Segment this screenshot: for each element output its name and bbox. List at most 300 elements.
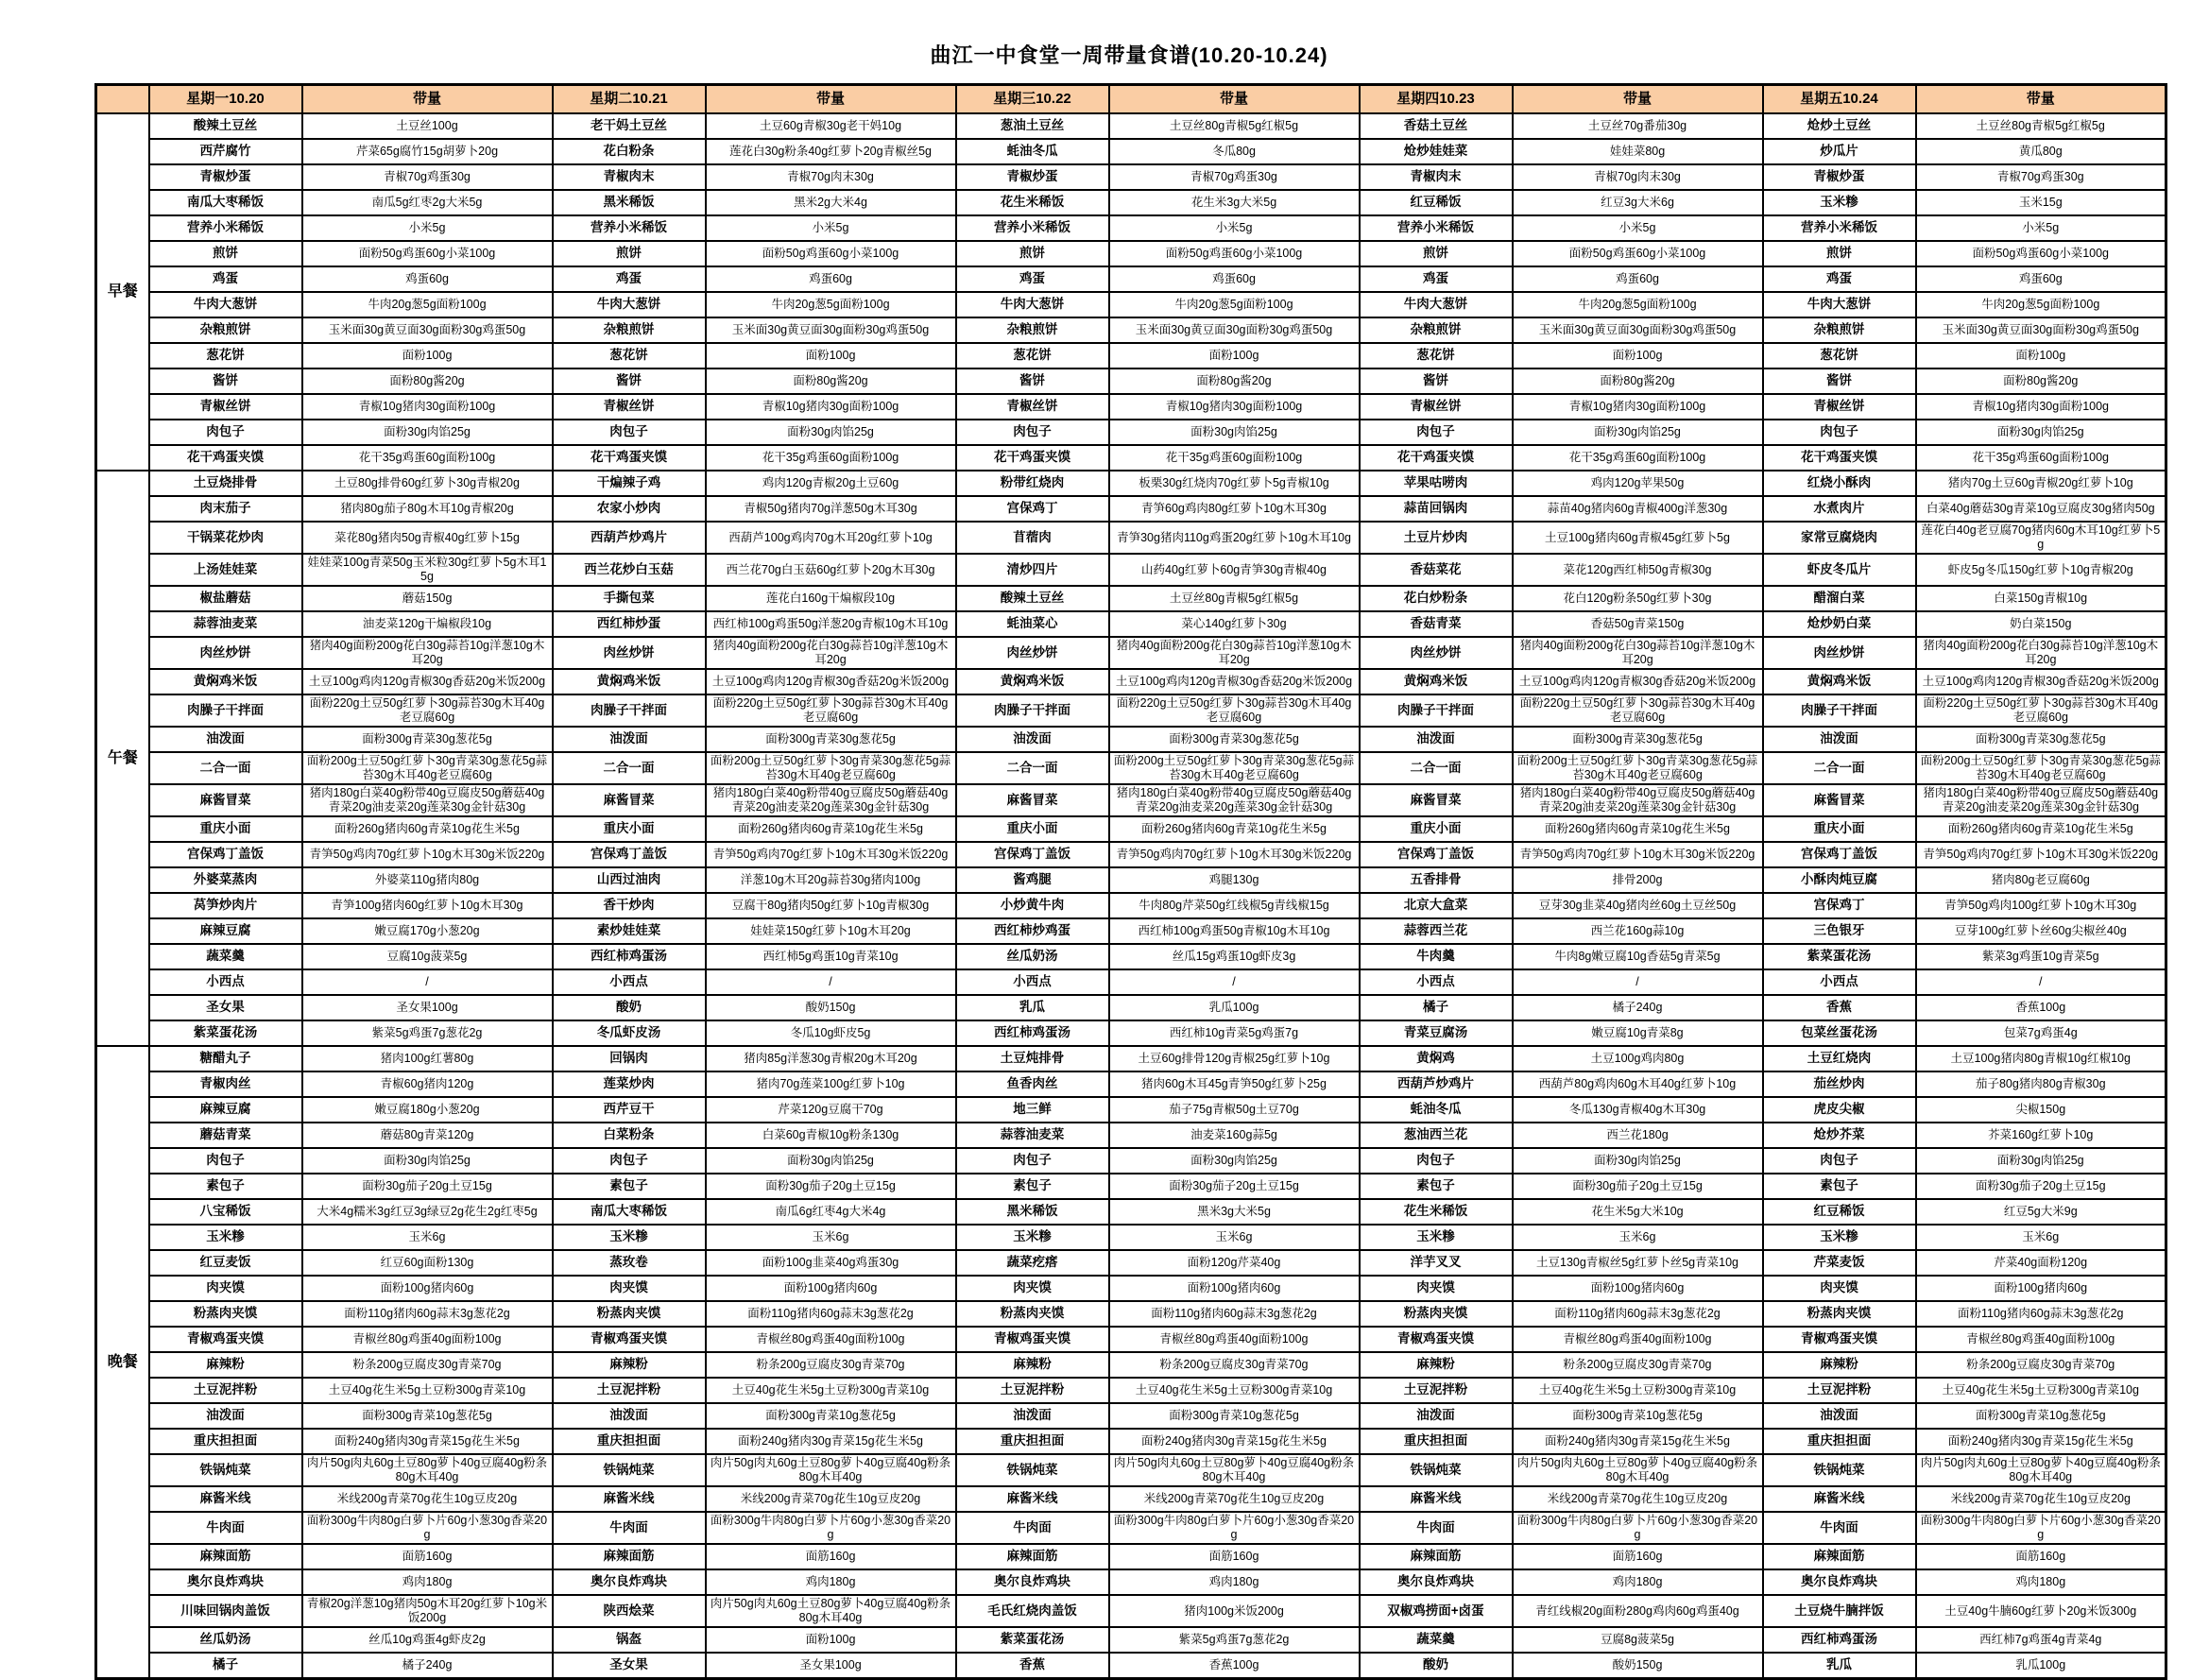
dish-cell: 素包子 [1360, 1174, 1513, 1199]
quantity-cell: 橘子240g [302, 1653, 553, 1679]
dish-cell: 丝瓜奶汤 [956, 944, 1109, 969]
quantity-cell: 花干35g鸡蛋60g面粉100g [1916, 445, 2166, 471]
quantity-cell: 面粉260g猪肉60g青菜10g花生米5g [1109, 816, 1360, 842]
quantity-cell: 青椒50g猪肉70g洋葱50g木耳30g [706, 496, 956, 522]
menu-row [96, 317, 2166, 343]
dish-cell: 青椒炒蛋 [956, 164, 1109, 190]
quantity-cell: 南瓜5g红枣2g大米5g [302, 190, 553, 215]
quantity-cell: 花生米3g大米5g [1109, 190, 1360, 215]
quantity-cell: 青椒70g肉末30g [706, 164, 956, 190]
menu-row [96, 369, 2166, 394]
quantity-cell: 面粉80g酱20g [1513, 369, 1763, 394]
dish-cell: 花干鸡蛋夹馍 [149, 445, 302, 471]
quantity-cell: 丝瓜10g鸡蛋4g虾皮2g [302, 1627, 553, 1653]
dish-cell: 小酥肉炖豆腐 [1763, 867, 1916, 893]
dish-cell: 黄焖鸡 [1360, 1046, 1513, 1071]
quantity-cell: 面粉220g土豆50g红萝卜30g蒜苔30g木耳40g老豆腐60g [1109, 694, 1360, 727]
column-header-day: 星期三10.22 [956, 85, 1109, 114]
dish-cell: 紫菜蛋花汤 [1763, 944, 1916, 969]
quantity-cell: 青椒10g猪肉30g面粉100g [1916, 394, 2166, 420]
quantity-cell: 土豆100g鸡肉120g青椒30g香菇20g米饭200g [1916, 669, 2166, 694]
quantity-cell: 面粉100g [706, 1627, 956, 1653]
dish-cell: 八宝稀饭 [149, 1199, 302, 1225]
quantity-cell: 土豆40g花生米5g土豆粉300g青菜10g [1513, 1378, 1763, 1403]
dish-cell: 蒸玫卷 [553, 1250, 706, 1276]
menu-row [96, 727, 2166, 752]
dish-cell: 青椒鸡蛋夹馍 [553, 1327, 706, 1352]
dish-cell: 素包子 [1763, 1174, 1916, 1199]
dish-cell: 青椒鸡蛋夹馍 [1360, 1327, 1513, 1352]
quantity-cell: 香菇50g青菜150g [1513, 611, 1763, 637]
dish-cell: 麻酱米线 [149, 1486, 302, 1512]
dish-cell: 营养小米稀饭 [149, 215, 302, 241]
dish-cell: 西红柿鸡蛋汤 [956, 1020, 1109, 1046]
quantity-cell: 土豆40g牛腩60g红萝卜20g米饭300g [1916, 1595, 2166, 1627]
quantity-cell: 外婆菜110g猪肉80g [302, 867, 553, 893]
dish-cell: 南瓜大枣稀饭 [149, 190, 302, 215]
quantity-cell: / [1109, 969, 1360, 995]
dish-cell: 酸辣土豆丝 [149, 113, 302, 139]
quantity-cell: 面粉260g猪肉60g青菜10g花生米5g [1513, 816, 1763, 842]
quantity-cell: 蘑菇150g [302, 586, 553, 611]
menu-row [96, 944, 2166, 969]
dish-cell: 油泼面 [956, 727, 1109, 752]
dish-cell: 肉丝炒饼 [553, 637, 706, 669]
quantity-cell: 面粉300g青菜30g葱花5g [1109, 727, 1360, 752]
quantity-cell: 圣女果100g [302, 995, 553, 1020]
quantity-cell: 土豆100g鸡肉120g青椒30g香菇20g米饭200g [1109, 669, 1360, 694]
dish-cell: 青椒炒蛋 [1763, 164, 1916, 190]
dish-cell: 上汤娃娃菜 [149, 554, 302, 586]
quantity-cell: 西红柿100g鸡蛋50g青椒10g木耳10g [1109, 918, 1360, 944]
dish-cell: 麻辣粉 [553, 1352, 706, 1378]
quantity-cell: 面粉220g土豆50g红萝卜30g蒜苔30g木耳40g老豆腐60g [1513, 694, 1763, 727]
menu-row [96, 113, 2166, 139]
dish-cell: 双椒鸡捞面+卤蛋 [1360, 1595, 1513, 1627]
dish-cell: 奥尔良炸鸡块 [1360, 1569, 1513, 1595]
quantity-cell: 菜花120g西红柿50g青椒30g [1513, 554, 1763, 586]
quantity-cell: 青笋50g鸡肉70g红萝卜10g木耳30g米饭220g [1109, 842, 1360, 867]
dish-cell: 素包子 [956, 1174, 1109, 1199]
dish-cell: 鸡蛋 [553, 266, 706, 292]
dish-cell: 牛肉大葱饼 [149, 292, 302, 317]
quantity-cell: 鸡肉180g [1109, 1569, 1360, 1595]
quantity-cell: 面粉30g茄子20g土豆15g [1916, 1174, 2166, 1199]
dish-cell: 麻辣粉 [956, 1352, 1109, 1378]
dish-cell: 乳瓜 [956, 995, 1109, 1020]
quantity-cell: / [1513, 969, 1763, 995]
dish-cell: 玉米糁 [149, 1225, 302, 1250]
quantity-cell: 面筋160g [1513, 1544, 1763, 1569]
quantity-cell: 面粉50g鸡蛋60g小菜100g [706, 241, 956, 266]
dish-cell: 酱鸡腿 [956, 867, 1109, 893]
quantity-cell: 芹菜65g腐竹15g胡萝卜20g [302, 139, 553, 164]
dish-cell: 二合一面 [956, 752, 1109, 784]
dish-cell: 黄焖鸡米饭 [1360, 669, 1513, 694]
quantity-cell: 面粉100g [1916, 343, 2166, 369]
quantity-cell: 玉米面30g黄豆面30g面粉30g鸡蛋50g [1916, 317, 2166, 343]
menu-row [96, 1544, 2166, 1569]
dish-cell: 煎饼 [956, 241, 1109, 266]
quantity-cell: 面粉300g牛肉80g白萝卜片60g小葱30g香菜20g [1513, 1512, 1763, 1544]
dish-cell: 小西点 [1763, 969, 1916, 995]
quantity-cell: 小米5g [1916, 215, 2166, 241]
dish-cell: 肉臊子干拌面 [1360, 694, 1513, 727]
quantity-cell: 肉片50g肉丸60g土豆80g萝卜40g豆腐40g粉条80g木耳40g [1109, 1454, 1360, 1486]
dish-cell: 水煮肉片 [1763, 496, 1916, 522]
quantity-cell: 土豆100g鸡肉120g青椒30g香菇20g米饭200g [302, 669, 553, 694]
quantity-cell: 面粉110g猪肉60g蒜末3g葱花2g [1916, 1301, 2166, 1327]
dish-cell: 茄丝炒肉 [1763, 1071, 1916, 1097]
quantity-cell: 青椒60g猪肉120g [302, 1071, 553, 1097]
quantity-cell: 面粉220g土豆50g红萝卜30g蒜苔30g木耳40g老豆腐60g [1916, 694, 2166, 727]
quantity-cell: 香蕉100g [1916, 995, 2166, 1020]
dish-cell: 油泼面 [553, 727, 706, 752]
dish-cell: 葱油土豆丝 [956, 113, 1109, 139]
dish-cell: 川味回锅肉盖饭 [149, 1595, 302, 1627]
dish-cell: 冬瓜虾皮汤 [553, 1020, 706, 1046]
dish-cell: 葱花饼 [149, 343, 302, 369]
quantity-cell: / [706, 969, 956, 995]
quantity-cell: 蒜苗40g猪肉60g青椒400g洋葱30g [1513, 496, 1763, 522]
dish-cell: 酸奶 [1360, 1653, 1513, 1679]
dish-cell: 肉包子 [1360, 1148, 1513, 1174]
dish-cell: 土豆泥拌粉 [149, 1378, 302, 1403]
quantity-cell: 面粉240g猪肉30g青菜15g花生米5g [302, 1429, 553, 1454]
dish-cell: 山西过油肉 [553, 867, 706, 893]
dish-cell: 牛肉大葱饼 [553, 292, 706, 317]
quantity-cell: 西红柿7g鸡蛋4g青菜4g [1916, 1627, 2166, 1653]
dish-cell: 牛肉面 [1360, 1512, 1513, 1544]
quantity-cell: 大米4g糯米3g红豆3g绿豆2g花生2g红枣5g [302, 1199, 553, 1225]
dish-cell: 乳瓜 [1763, 1653, 1916, 1679]
dish-cell: 玉米糁 [1763, 190, 1916, 215]
dish-cell: 小西点 [956, 969, 1109, 995]
dish-cell: 炝炒芥菜 [1763, 1123, 1916, 1148]
quantity-cell: 西红柿10g青菜5g鸡蛋7g [1109, 1020, 1360, 1046]
dish-cell: 铁锅炖菜 [1360, 1454, 1513, 1486]
quantity-cell: 西葫芦100g鸡肉70g木耳20g红萝卜10g [706, 522, 956, 554]
dish-cell: 重庆担担面 [553, 1429, 706, 1454]
menu-row [96, 1595, 2166, 1627]
quantity-cell: 米线200g青菜70g花生10g豆皮20g [302, 1486, 553, 1512]
dish-cell: 麻辣面筋 [1763, 1544, 1916, 1569]
menu-row [96, 1512, 2166, 1544]
quantity-cell: 猪肉70g土豆60g青椒20g红萝卜10g [1916, 471, 2166, 496]
quantity-cell: 鸡蛋60g [1109, 266, 1360, 292]
quantity-cell: 青笋50g鸡肉100g红萝卜10g木耳30g [1916, 893, 2166, 918]
dish-cell: 麻酱冒菜 [553, 784, 706, 816]
dish-cell: 粉蒸肉夹馍 [956, 1301, 1109, 1327]
dish-cell: 油泼面 [149, 1403, 302, 1429]
quantity-cell: 青椒10g猪肉30g面粉100g [706, 394, 956, 420]
menu-row [96, 816, 2166, 842]
dish-cell: 麻辣豆腐 [149, 1097, 302, 1123]
quantity-cell: 猪肉40g面粉200g花白30g蒜苔10g洋葱10g木耳20g [302, 637, 553, 669]
column-header-quantity: 带量 [706, 85, 956, 114]
dish-cell: 肉包子 [149, 1148, 302, 1174]
quantity-cell: / [302, 969, 553, 995]
dish-cell: 牛肉面 [956, 1512, 1109, 1544]
quantity-cell: 洋葱10g木耳20g蒜苔30g猪肉100g [706, 867, 956, 893]
menu-table-body [96, 113, 2166, 1679]
menu-row [96, 394, 2166, 420]
dish-cell: 麻酱冒菜 [956, 784, 1109, 816]
quantity-cell: 青椒70g鸡蛋30g [1109, 164, 1360, 190]
dish-cell: 西葫芦炒鸡片 [553, 522, 706, 554]
dish-cell: 红烧小酥肉 [1763, 471, 1916, 496]
quantity-cell: 尖椒150g [1916, 1097, 2166, 1123]
dish-cell: 地三鲜 [956, 1097, 1109, 1123]
dish-cell: 蔬菜羹 [149, 944, 302, 969]
quantity-cell: 猪肉180g白菜40g粉带40g豆腐皮50g蘑菇40g青菜20g油麦菜20g莲菜30g金针菇30g [302, 784, 553, 816]
dish-cell: 铁锅炖菜 [149, 1454, 302, 1486]
dish-cell: 炒瓜片 [1763, 139, 1916, 164]
dish-cell: 蚝油冬瓜 [956, 139, 1109, 164]
quantity-cell: 青椒丝80g鸡蛋40g面粉100g [302, 1327, 553, 1352]
quantity-cell: 面粉300g牛肉80g白萝卜片60g小葱30g香菜20g [706, 1512, 956, 1544]
quantity-cell: 面粉300g牛肉80g白萝卜片60g小葱30g香菜20g [302, 1512, 553, 1544]
dish-cell: 玉米糁 [1360, 1225, 1513, 1250]
menu-row [96, 637, 2166, 669]
quantity-cell: 面粉100g [1513, 343, 1763, 369]
dish-cell: 葱花饼 [553, 343, 706, 369]
dish-cell: 营养小米稀饭 [1360, 215, 1513, 241]
dish-cell: 煎饼 [149, 241, 302, 266]
dish-cell: 莴笋炒肉片 [149, 893, 302, 918]
quantity-cell: 猪肉180g白菜40g粉带40g豆腐皮50g蘑菇40g青菜20g油麦菜20g莲菜30g金针菇30g [1513, 784, 1763, 816]
dish-cell: 毛氏红烧肉盖饭 [956, 1595, 1109, 1627]
dish-cell: 土豆红烧肉 [1763, 1046, 1916, 1071]
quantity-cell: 青红线椒20g面粉280g鸡肉60g鸡蛋40g [1513, 1595, 1763, 1627]
quantity-cell: 酸奶150g [706, 995, 956, 1020]
dish-cell: 圣女果 [149, 995, 302, 1020]
dish-cell: 青椒肉末 [553, 164, 706, 190]
quantity-cell: 肉片50g肉丸60g土豆80g萝卜40g豆腐40g粉条80g木耳40g [302, 1454, 553, 1486]
quantity-cell: 青笋30g猪肉110g鸡蛋20g红萝卜10g木耳10g [1109, 522, 1360, 554]
quantity-cell: 面粉300g青菜10g葱花5g [302, 1403, 553, 1429]
quantity-cell: 圣女果100g [706, 1653, 956, 1679]
dish-cell: 香菇青菜 [1360, 611, 1513, 637]
quantity-cell: 面粉220g土豆50g红萝卜30g蒜苔30g木耳40g老豆腐60g [706, 694, 956, 727]
dish-cell: 清炒四片 [956, 554, 1109, 586]
dish-cell: 黄焖鸡米饭 [1763, 669, 1916, 694]
quantity-cell: 西葫芦80g鸡肉60g木耳40g红萝卜10g [1513, 1071, 1763, 1097]
dish-cell: 花干鸡蛋夹馍 [956, 445, 1109, 471]
dish-cell: 铁锅炖菜 [956, 1454, 1109, 1486]
quantity-cell: 面粉50g鸡蛋60g小菜100g [302, 241, 553, 266]
column-header-day: 星期二10.21 [553, 85, 706, 114]
dish-cell: 糖醋丸子 [149, 1046, 302, 1071]
quantity-cell: 鸡肉120g青椒20g土豆60g [706, 471, 956, 496]
quantity-cell: 面粉240g猪肉30g青菜15g花生米5g [1916, 1429, 2166, 1454]
quantity-cell: 花干35g鸡蛋60g面粉100g [302, 445, 553, 471]
dish-cell: 西芹豆干 [553, 1097, 706, 1123]
quantity-cell: 面粉100g [1109, 343, 1360, 369]
dish-cell: 农家小炒肉 [553, 496, 706, 522]
quantity-cell: 面粉30g肉馅25g [1513, 1148, 1763, 1174]
dish-cell: 锅盔 [553, 1627, 706, 1653]
quantity-cell: 青笋50g鸡肉70g红萝卜10g木耳30g米饭220g [302, 842, 553, 867]
quantity-cell: 面粉300g青菜30g葱花5g [302, 727, 553, 752]
column-header-day: 星期一10.20 [149, 85, 302, 114]
quantity-cell: 红豆5g大米9g [1916, 1199, 2166, 1225]
quantity-cell: 青椒10g猪肉30g面粉100g [1109, 394, 1360, 420]
quantity-cell: 青椒70g肉末30g [1513, 164, 1763, 190]
dish-cell: 花生米稀饭 [1360, 1199, 1513, 1225]
quantity-cell: 面粉300g青菜10g葱花5g [1513, 1403, 1763, 1429]
dish-cell: 酱饼 [956, 369, 1109, 394]
quantity-cell: 西红柿5g鸡蛋10g青菜10g [706, 944, 956, 969]
dish-cell: 花生米稀饭 [956, 190, 1109, 215]
menu-row [96, 1250, 2166, 1276]
dish-cell: 铁锅炖菜 [553, 1454, 706, 1486]
quantity-cell: 排骨200g [1513, 867, 1763, 893]
column-header-quantity: 带量 [1109, 85, 1360, 114]
menu-row [96, 995, 2166, 1020]
quantity-cell: 面粉30g肉馅25g [302, 420, 553, 445]
dish-cell: 橘子 [149, 1653, 302, 1679]
quantity-cell: 猪肉40g面粉200g花白30g蒜苔10g洋葱10g木耳20g [706, 637, 956, 669]
dish-cell: 葱花饼 [1360, 343, 1513, 369]
quantity-cell: 面粉300g青菜30g葱花5g [706, 727, 956, 752]
column-header-day: 星期四10.23 [1360, 85, 1513, 114]
dish-cell: 肉丝炒饼 [1763, 637, 1916, 669]
dish-cell: 宫保鸡丁盖饭 [1360, 842, 1513, 867]
quantity-cell: 黑米3g大米5g [1109, 1199, 1360, 1225]
quantity-cell: 青椒10g猪肉30g面粉100g [302, 394, 553, 420]
quantity-cell: 面粉30g肉馅25g [706, 1148, 956, 1174]
quantity-cell: 面粉110g猪肉60g蒜末3g葱花2g [1109, 1301, 1360, 1327]
quantity-cell: 玉米面30g黄豆面30g面粉30g鸡蛋50g [1109, 317, 1360, 343]
dish-cell: 麻辣面筋 [553, 1544, 706, 1569]
column-header-quantity: 带量 [302, 85, 553, 114]
dish-cell: 麻辣豆腐 [149, 918, 302, 944]
quantity-cell: 猪肉80g老豆腐60g [1916, 867, 2166, 893]
menu-row [96, 1071, 2166, 1097]
column-header-day: 星期五10.24 [1763, 85, 1916, 114]
quantity-cell: 面粉200g土豆50g红萝卜30g青菜30g葱花5g蒜苔30g木耳40g老豆腐60g [302, 752, 553, 784]
dish-cell: 炝炒奶白菜 [1763, 611, 1916, 637]
quantity-cell: 土豆100g鸡肉120g青椒30g香菇20g米饭200g [706, 669, 956, 694]
quantity-cell: 山药40g红萝卜60g青笋30g青椒40g [1109, 554, 1360, 586]
quantity-cell: 花白120g粉条50g红萝卜30g [1513, 586, 1763, 611]
menu-row [96, 867, 2166, 893]
menu-row [96, 420, 2166, 445]
menu-row [96, 266, 2166, 292]
dish-cell: 麻酱米线 [1763, 1486, 1916, 1512]
dish-cell: 花白炒粉条 [1360, 586, 1513, 611]
quantity-cell: 面筋160g [706, 1544, 956, 1569]
quantity-cell: 莲花白30g粉条40g红萝卜20g青椒丝5g [706, 139, 956, 164]
quantity-cell: 莲花白160g干煸椒段10g [706, 586, 956, 611]
dish-cell: 肉包子 [1763, 420, 1916, 445]
quantity-cell: 面粉30g茄子20g土豆15g [1109, 1174, 1360, 1199]
quantity-cell: 鸡蛋60g [706, 266, 956, 292]
dish-cell: 煎饼 [1763, 241, 1916, 266]
quantity-cell: 嫩豆腐180g小葱20g [302, 1097, 553, 1123]
dish-cell: 黄焖鸡米饭 [149, 669, 302, 694]
quantity-cell: 油麦菜120g干煸椒段10g [302, 611, 553, 637]
quantity-cell: 乳瓜100g [1109, 995, 1360, 1020]
quantity-cell: 南瓜6g红枣4g大米4g [706, 1199, 956, 1225]
dish-cell: 素炒娃娃菜 [553, 918, 706, 944]
quantity-cell: 粉条200g豆腐皮30g青菜70g [1513, 1352, 1763, 1378]
dish-cell: 牛肉面 [553, 1512, 706, 1544]
menu-row [96, 969, 2166, 995]
quantity-cell: 面粉50g鸡蛋60g小菜100g [1109, 241, 1360, 266]
quantity-cell: 肉片50g肉丸60g土豆80g萝卜40g豆腐40g粉条80g木耳40g [1513, 1454, 1763, 1486]
dish-cell: 宫保鸡丁盖饭 [956, 842, 1109, 867]
dish-cell: 小西点 [149, 969, 302, 995]
dish-cell: 小西点 [1360, 969, 1513, 995]
quantity-cell: 鸡蛋60g [1513, 266, 1763, 292]
quantity-cell: 面粉100g猪肉60g [302, 1276, 553, 1301]
quantity-cell: 青椒20g洋葱10g猪肉50g木耳20g红萝卜10g米饭200g [302, 1595, 553, 1627]
dish-cell: 干锅菜花炒肉 [149, 522, 302, 554]
quantity-cell: 青笋50g鸡肉70g红萝卜10g木耳30g米饭220g [1513, 842, 1763, 867]
dish-cell: 重庆小面 [1763, 816, 1916, 842]
column-header-quantity: 带量 [1916, 85, 2166, 114]
menu-row [96, 522, 2166, 554]
dish-cell: 土豆烧牛腩拌饭 [1763, 1595, 1916, 1627]
menu-row [96, 1627, 2166, 1653]
dish-cell: 香干炒肉 [553, 893, 706, 918]
dish-cell: 老干妈土豆丝 [553, 113, 706, 139]
quantity-cell: 玉米面30g黄豆面30g面粉30g鸡蛋50g [706, 317, 956, 343]
quantity-cell: 玉米15g [1916, 190, 2166, 215]
dish-cell: 玉米糁 [956, 1225, 1109, 1250]
quantity-cell: 面粉300g青菜30g葱花5g [1513, 727, 1763, 752]
menu-row [96, 1378, 2166, 1403]
meal-section-label: 晚餐 [96, 1046, 149, 1679]
quantity-cell: 豆芽30g韭菜40g猪肉丝60g土豆丝50g [1513, 893, 1763, 918]
dish-cell: 酱饼 [1360, 369, 1513, 394]
quantity-cell: 红豆60g面粉130g [302, 1250, 553, 1276]
dish-cell: 玉米糁 [553, 1225, 706, 1250]
quantity-cell: 粉条200g豆腐皮30g青菜70g [1916, 1352, 2166, 1378]
dish-cell: 肉臊子干拌面 [1763, 694, 1916, 727]
quantity-cell: 土豆丝100g [302, 113, 553, 139]
dish-cell: 回锅肉 [553, 1046, 706, 1071]
menu-row [96, 694, 2166, 727]
dish-cell: 重庆担担面 [956, 1429, 1109, 1454]
menu-row [96, 1429, 2166, 1454]
quantity-cell: 面粉110g猪肉60g蒜末3g葱花2g [302, 1301, 553, 1327]
dish-cell: 橘子 [1360, 995, 1513, 1020]
dish-cell: 北京大盒菜 [1360, 893, 1513, 918]
dish-cell: 小西点 [553, 969, 706, 995]
dish-cell: 青椒丝饼 [149, 394, 302, 420]
quantity-cell: 玉米6g [302, 1225, 553, 1250]
dish-cell: 煎饼 [553, 241, 706, 266]
quantity-cell: 土豆100g鸡肉120g青椒30g香菇20g米饭200g [1513, 669, 1763, 694]
quantity-cell: 面粉30g肉馅25g [1109, 1148, 1360, 1174]
dish-cell: 酸奶 [553, 995, 706, 1020]
menu-row [96, 842, 2166, 867]
dish-cell: 粉蒸肉夹馍 [553, 1301, 706, 1327]
dish-cell: 青椒肉末 [1360, 164, 1513, 190]
quantity-cell: 面粉100g韭菜40g鸡蛋30g [706, 1250, 956, 1276]
quantity-cell: 小米5g [302, 215, 553, 241]
menu-row [96, 1403, 2166, 1429]
quantity-cell: 豆腐8g菠菜5g [1513, 1627, 1763, 1653]
quantity-cell: 面粉30g肉馅25g [1109, 420, 1360, 445]
dish-cell: 土豆泥拌粉 [1763, 1378, 1916, 1403]
quantity-cell: 牛肉8g嫩豆腐10g香菇5g青菜5g [1513, 944, 1763, 969]
quantity-cell: 面粉30g肉馅25g [706, 420, 956, 445]
quantity-cell: 冬瓜130g青椒40g木耳30g [1513, 1097, 1763, 1123]
